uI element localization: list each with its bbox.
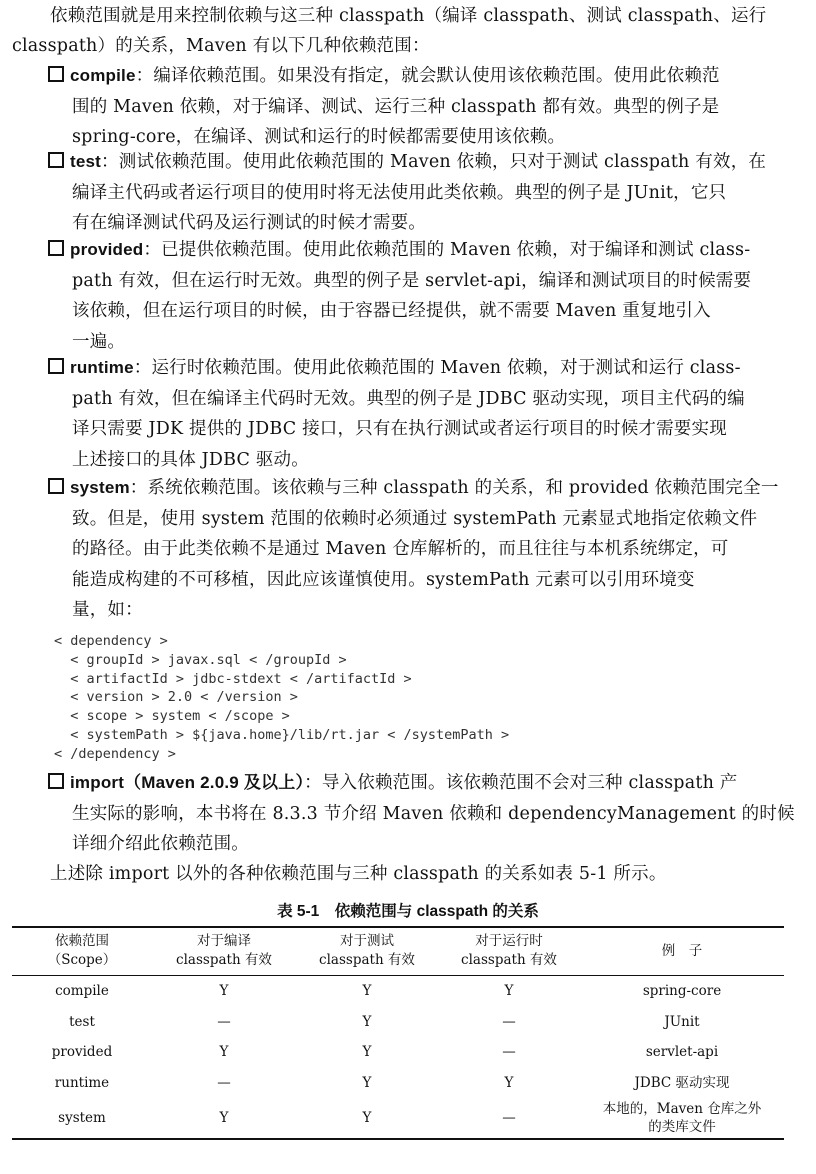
checkbox-bullet-icon xyxy=(48,152,64,168)
checkbox-bullet-icon xyxy=(48,773,64,789)
table-cell: Y xyxy=(362,1110,372,1126)
scope-item-compile xyxy=(48,61,720,153)
scope-text: 生实际的影响，本书将在 8.3.3 节介绍 Maven 依赖和 dependencyManagement 的时候 xyxy=(72,803,795,824)
scope-keyword: compile xyxy=(70,66,136,85)
scope-text: 的路径。由于此类依赖不是通过 Maven 仓库解析的，而且往往与本机系统绑定，可 xyxy=(72,539,729,559)
intro-line-1: 依赖范围就是用来控制依赖与这三种 classpath（编译 classpath、测试 classpath、运行 xyxy=(50,6,767,26)
table-cell: Y xyxy=(219,983,229,1000)
scope-text: ：编译依赖范围。如果没有指定，就会默认使用该依赖范围。使用此依赖范 xyxy=(135,66,720,86)
code-line: < groupId > javax.sql < /groupId > xyxy=(54,651,347,668)
scope-text: 量，如： xyxy=(72,600,143,620)
scope-text: 译只需要 JDK 提供的 JDBC 接口，只有在执行测试或者运行项目的时候才需要实现 xyxy=(72,419,727,439)
table-cell: Y xyxy=(219,1110,229,1126)
scope-item-provided xyxy=(48,235,751,357)
table-cell: provided xyxy=(51,1044,113,1061)
column-header: 依赖范围 （Scope） xyxy=(47,933,117,968)
code-line: < /dependency > xyxy=(54,745,176,762)
table-cell: — xyxy=(502,1013,516,1030)
table-cell: Y xyxy=(362,1013,372,1030)
code-sample xyxy=(54,632,509,764)
scope-item-runtime xyxy=(48,353,745,475)
scope-keyword: provided xyxy=(70,240,144,259)
scope-text: ：导入依赖范围。该依赖范围不会对三种 classpath 产 xyxy=(304,773,738,793)
table-row xyxy=(12,1037,784,1068)
code-line: < version > 2.0 < /version > xyxy=(54,689,298,706)
scope-text: 有在编译测试代码及运行测试的时候才需要。 xyxy=(72,213,426,233)
column-header: 对于运行时 classpath 有效 xyxy=(461,933,557,968)
scope-text: path 有效，但在编译主代码时无效。典型的例子是 JDBC 驱动实现，项目主代码的编 xyxy=(72,388,745,409)
table-row xyxy=(12,1068,784,1099)
column-header: 例 子 xyxy=(661,942,703,959)
table-cell: JDBC 驱动实现 xyxy=(634,1074,730,1091)
checkbox-bullet-icon xyxy=(48,240,64,256)
table-cell: Y xyxy=(219,1044,229,1061)
table-cell: system xyxy=(58,1110,106,1126)
checkbox-bullet-icon xyxy=(48,358,64,374)
table-row xyxy=(12,976,784,1007)
scope-text: spring-core，在编译、测试和运行的时候都需要使用该依赖。 xyxy=(72,127,566,147)
table-cell: — xyxy=(502,1044,516,1061)
checkbox-bullet-icon xyxy=(48,66,64,82)
scope-classpath-table xyxy=(12,926,784,1140)
scope-item-test xyxy=(48,147,766,239)
intro-line-2: classpath）的关系，Maven 有以下几种依赖范围： xyxy=(12,36,430,56)
scope-keyword: runtime xyxy=(70,358,134,377)
scope-text: 围的 Maven 依赖，对于编译、测试、运行三种 classpath 都有效。典型的例子是 xyxy=(72,96,720,117)
table-cell: test xyxy=(69,1013,95,1030)
code-line: < dependency > xyxy=(54,633,168,649)
table-cell: — xyxy=(217,1074,231,1091)
column-header: 对于测试 classpath 有效 xyxy=(319,933,415,968)
scope-text: ：运行时依赖范围。使用此依赖范围的 Maven 依赖，对于测试和运行 class- xyxy=(133,358,741,378)
scope-item-system xyxy=(48,473,779,626)
table-cell: 本地的，Maven 仓库之外 的类库文件 xyxy=(602,1101,762,1135)
code-line: < systemPath > ${java.home}/lib/rt.jar < /systemPath > xyxy=(54,726,510,743)
scope-text: 能造成构建的不可移植，因此应该谨慎使用。systemPath 元素可以引用环境变 xyxy=(72,569,695,590)
table-header-row xyxy=(12,927,784,976)
table-row xyxy=(12,1098,784,1139)
table-cell: Y xyxy=(362,1074,372,1091)
scope-text: path 有效，但在运行时无效。典型的例子是 servlet-api，编译和测试项目的时候需要 xyxy=(72,270,752,291)
scope-text: ：测试依赖范围。使用此依赖范围的 Maven 依赖，只对于测试 classpath 有效，在 xyxy=(101,152,767,172)
scope-text: 详细介绍此依赖范围。 xyxy=(72,834,249,854)
checkbox-bullet-icon xyxy=(48,478,64,494)
code-line: < artifactId > jdbc-stdext < /artifactId > xyxy=(54,670,412,687)
code-line: < scope > system < /scope > xyxy=(54,708,290,725)
table-cell: runtime xyxy=(54,1074,110,1091)
scope-text: 一遍。 xyxy=(72,331,126,352)
scope-keyword: system xyxy=(70,478,130,497)
table-caption: 表 5-1 依赖范围与 classpath 的关系 xyxy=(277,903,539,920)
table-cell: Y xyxy=(362,983,372,1000)
table-cell: JUnit xyxy=(664,1013,700,1030)
table-cell: Y xyxy=(504,1074,514,1091)
table-cell: Y xyxy=(504,983,514,1000)
scope-text: 该依赖，但在运行项目的时候，由于容器已经提供，就不需要 Maven 重复地引入 xyxy=(72,301,711,321)
scope-item-import xyxy=(48,768,795,860)
table-cell: Y xyxy=(362,1044,372,1061)
table-cell: — xyxy=(502,1110,516,1126)
table-row xyxy=(12,1007,784,1038)
table-cell: — xyxy=(217,1013,231,1030)
table-cell: spring-core xyxy=(642,983,722,1000)
scope-text: 编译主代码或者运行项目的使用时将无法使用此类依赖。典型的例子是 JUnit，它只 xyxy=(72,182,727,203)
scope-text: 致。但是，使用 system 范围的依赖时必须通过 systemPath 元素显式地指定依赖文件 xyxy=(72,508,758,529)
scope-text: 上述接口的具体 JDBC 驱动。 xyxy=(72,449,309,470)
scope-keyword: import（Maven 2.0.9 及以上） xyxy=(70,773,305,792)
scope-text: ：系统依赖范围。该依赖与三种 classpath 的关系，和 provided 依赖范围完全一 xyxy=(129,478,779,498)
column-header: 对于编译 classpath 有效 xyxy=(176,933,272,968)
table-cell: servlet-api xyxy=(645,1044,719,1061)
summary-sentence: 上述除 import 以外的各种依赖范围与三种 classpath 的关系如表 5-1 所示。 xyxy=(50,864,667,884)
scope-text: ：已提供依赖范围。使用此依赖范围的 Maven 依赖，对于编译和测试 class- xyxy=(143,240,751,260)
table-cell: compile xyxy=(55,983,109,1000)
scope-keyword: test xyxy=(70,152,102,171)
